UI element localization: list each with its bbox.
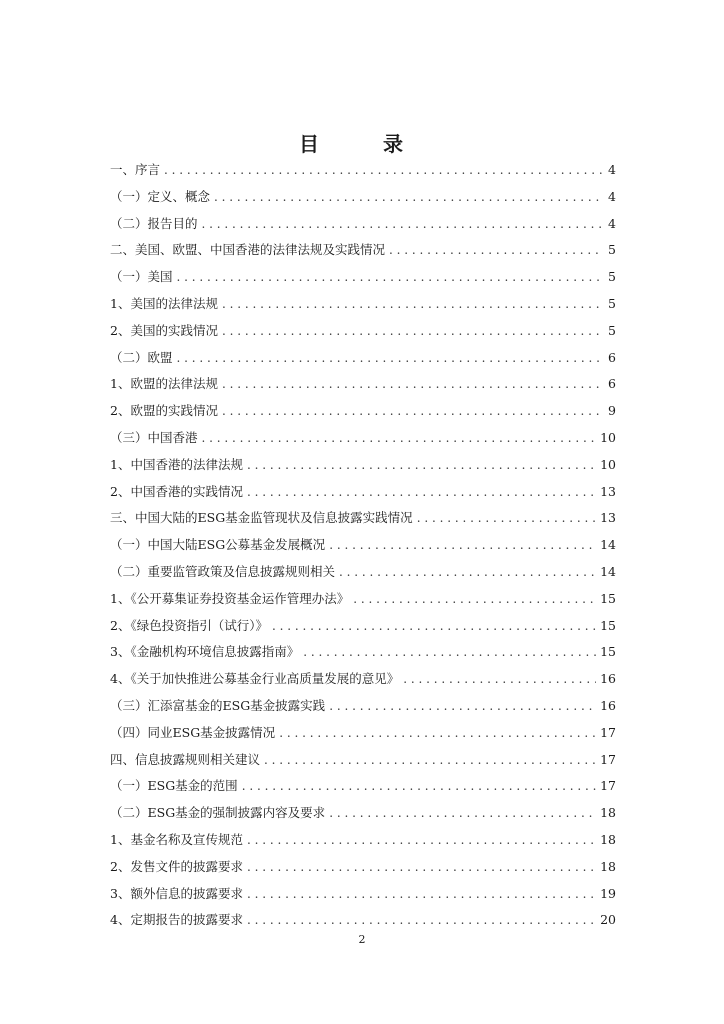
toc-entry[interactable] (110, 532, 616, 559)
dot-leader (329, 800, 596, 827)
toc-entry[interactable] (110, 773, 616, 800)
toc-entry-page-number: 19 (600, 885, 616, 901)
dot-leader (247, 479, 596, 506)
toc-entry[interactable] (110, 371, 616, 398)
toc-entry-title: 4、《关于加快推进公募基金行业高质量发展的意见》 (110, 671, 400, 687)
toc-entry[interactable] (110, 559, 616, 586)
toc-entry-page-number: 4 (608, 162, 616, 177)
toc-entry-page-number: 13 (600, 483, 616, 499)
dot-leader (177, 264, 602, 291)
toc-entry-page-number: 6 (608, 349, 616, 365)
toc-entry[interactable] (110, 800, 616, 827)
toc-entry-page-number: 5 (608, 295, 616, 311)
dot-leader (329, 532, 596, 559)
dot-leader (417, 505, 596, 532)
toc-entry-title: （一）中国大陆ESG公募基金发展概况 (110, 537, 326, 553)
toc-entry-title: （二）重要监管政策及信息披露规则相关 (110, 563, 336, 579)
toc-entry-page-number: 18 (600, 805, 616, 821)
dot-leader (242, 773, 596, 800)
toc-entry-page-number: 10 (600, 456, 616, 472)
toc-entry-page-number: 10 (600, 429, 616, 445)
toc-entry-title: 3、《金融机构环境信息披露指南》 (110, 644, 300, 660)
toc-entry-title: （一）美国 (110, 269, 173, 285)
dot-leader (272, 613, 596, 640)
dot-leader (222, 291, 602, 318)
toc-entry-title: 二、美国、欧盟、中国香港的法律法规及实践情况 (110, 242, 386, 258)
dot-leader (202, 425, 597, 452)
toc-entry-title: 1、欧盟的法律法规 (110, 376, 218, 392)
toc-entry-page-number: 13 (600, 510, 616, 526)
toc-entry[interactable] (110, 854, 616, 881)
toc-entry[interactable] (110, 452, 616, 479)
dot-leader (403, 666, 596, 693)
toc-entry-title: 一、序言 (110, 162, 161, 177)
dot-leader (329, 693, 596, 720)
toc-entry-title: 1、基金名称及宣传规范 (110, 831, 243, 847)
toc-entry-title: 1、《公开募集证券投资基金运作管理办法》 (110, 590, 350, 606)
dot-leader (247, 452, 596, 479)
dot-leader (279, 720, 596, 747)
toc-entry-page-number: 14 (600, 537, 616, 553)
toc-entry[interactable] (110, 237, 616, 264)
table-of-contents (110, 157, 616, 934)
toc-entry-title: （三）汇添富基金的ESG基金披露实践 (110, 697, 326, 713)
toc-entry-title: 2、中国香港的实践情况 (110, 483, 243, 499)
toc-entry-title: （一）ESG基金的范围 (110, 778, 238, 794)
toc-entry-page-number: 16 (600, 697, 616, 713)
toc-entry-page-number: 4 (608, 188, 616, 204)
toc-entry-page-number: 18 (600, 831, 616, 847)
toc-entry[interactable] (110, 693, 616, 720)
dot-leader (264, 747, 596, 774)
toc-entry[interactable] (110, 639, 616, 666)
dot-leader (389, 237, 602, 264)
toc-entry[interactable] (110, 157, 616, 184)
dot-leader (303, 639, 596, 666)
toc-entry-title: 三、中国大陆的ESG基金监管现状及信息披露实践情况 (110, 510, 413, 526)
toc-entry[interactable] (110, 747, 616, 774)
toc-entry-page-number: 15 (600, 590, 616, 606)
toc-entry[interactable] (110, 505, 616, 532)
toc-entry-page-number: 20 (600, 912, 616, 928)
toc-entry[interactable] (110, 827, 616, 854)
toc-entry-page-number: 14 (600, 563, 616, 579)
toc-entry-page-number: 5 (608, 269, 616, 285)
dot-leader (222, 318, 602, 345)
dot-leader (339, 559, 596, 586)
dot-leader (247, 827, 596, 854)
toc-entry-title: 1、中国香港的法律法规 (110, 456, 243, 472)
toc-entry[interactable] (110, 345, 616, 372)
toc-entry-title: （二）报告目的 (110, 215, 198, 231)
toc-entry[interactable] (110, 211, 616, 238)
dot-leader (247, 881, 596, 908)
toc-entry-title: 3、额外信息的披露要求 (110, 885, 243, 901)
dot-leader (222, 371, 602, 398)
toc-entry[interactable] (110, 586, 616, 613)
toc-entry[interactable] (110, 425, 616, 452)
dot-leader (247, 907, 596, 934)
dot-leader (177, 345, 602, 372)
toc-entry[interactable] (110, 881, 616, 908)
toc-entry-page-number: 17 (600, 751, 616, 767)
toc-entry-title: 2、欧盟的实践情况 (110, 403, 218, 419)
toc-entry[interactable] (110, 398, 616, 425)
toc-entry[interactable] (110, 666, 616, 693)
toc-entry-page-number: 18 (600, 858, 616, 874)
dot-leader (353, 586, 596, 613)
toc-entry-page-number: 5 (608, 322, 616, 338)
toc-entry-page-number: 15 (600, 617, 616, 633)
toc-entry-page-number: 15 (600, 644, 616, 660)
toc-entry-title: （四）同业ESG基金披露情况 (110, 724, 276, 740)
toc-entry[interactable] (110, 613, 616, 640)
toc-entry-page-number: 9 (608, 403, 616, 419)
dot-leader (214, 184, 602, 211)
page-title: 目 录 (299, 132, 425, 156)
toc-entry-page-number: 5 (608, 242, 616, 258)
dot-leader (222, 398, 602, 425)
toc-entry-title: 2、发售文件的披露要求 (110, 858, 243, 874)
page-number: 2 (358, 933, 366, 946)
toc-entry-title: （二）欧盟 (110, 349, 173, 365)
toc-entry-title: （一）定义、概念 (110, 188, 211, 204)
toc-entry-page-number: 16 (600, 671, 616, 687)
toc-entry-title: 四、信息披露规则相关建议 (110, 751, 261, 767)
toc-entry-title: 1、美国的法律法规 (110, 295, 218, 311)
toc-entry[interactable] (110, 184, 616, 211)
dot-leader (164, 157, 602, 184)
toc-entry-title: （二）ESG基金的强制披露内容及要求 (110, 805, 326, 821)
toc-entry[interactable] (110, 720, 616, 747)
dot-leader (247, 854, 596, 881)
toc-entry-title: 2、《绿色投资指引（试行）》 (110, 617, 268, 633)
toc-entry-title: （三）中国香港 (110, 429, 198, 445)
toc-entry-page-number: 17 (600, 724, 616, 740)
dot-leader (202, 211, 602, 238)
toc-entry-page-number: 4 (608, 215, 616, 231)
toc-entry[interactable] (110, 264, 616, 291)
toc-entry-page-number: 17 (600, 778, 616, 794)
toc-entry-title: 2、美国的实践情况 (110, 322, 218, 338)
toc-entry[interactable] (110, 318, 616, 345)
toc-entry-title: 4、定期报告的披露要求 (110, 912, 243, 928)
toc-entry[interactable] (110, 907, 616, 934)
toc-entry[interactable] (110, 479, 616, 506)
toc-entry-page-number: 6 (608, 376, 616, 392)
toc-entry[interactable] (110, 291, 616, 318)
